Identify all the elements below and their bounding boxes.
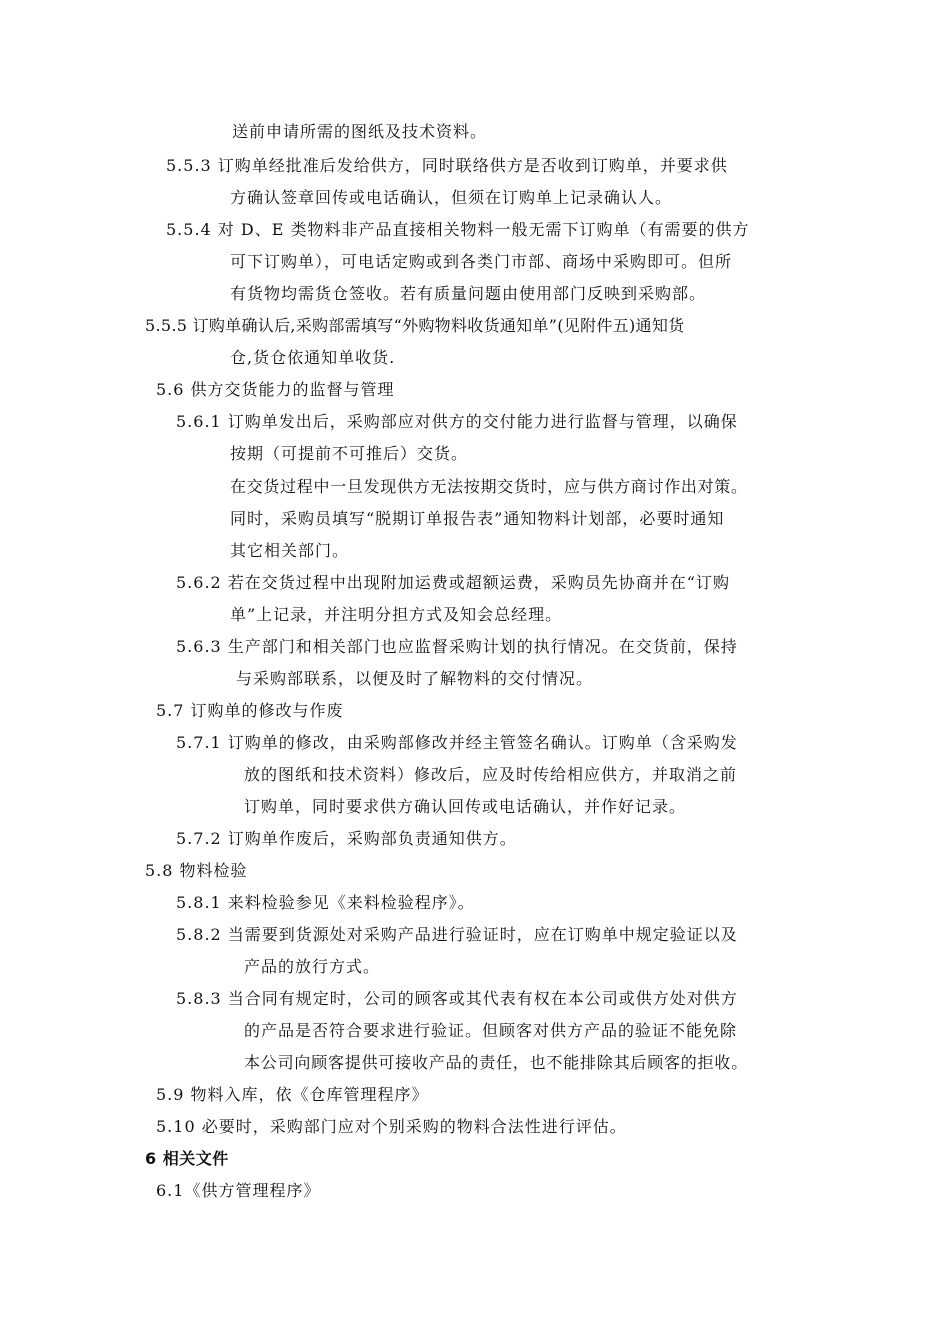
clause-5-8-1: 5.8.1 来料检验参见《来料检验程序》。 bbox=[176, 893, 475, 912]
text-line: 可下订购单），可电话定购或到各类门市部、商场中采购即可。但所 bbox=[230, 252, 733, 271]
text-line: 按期（可提前不可推后）交货。 bbox=[230, 444, 469, 463]
clause-5-9: 5.9 物料入库，依《仓库管理程序》 bbox=[156, 1085, 429, 1104]
clause-5-5-5: 5.5.5 订购单确认后,采购部需填写“外购物料收货通知单”(见附件五)通知货 bbox=[145, 316, 685, 335]
clause-5-6-3: 5.6.3 生产部门和相关部门也应监督采购计划的执行情况。在交货前，保持 bbox=[176, 637, 738, 656]
section-5-6-heading: 5.6 供方交货能力的监督与管理 bbox=[156, 380, 395, 399]
clause-5-5-4: 5.5.4 对 D、E 类物料非产品直接相关物料一般无需下订购单（有需要的供方 bbox=[166, 220, 750, 239]
text-line: 订购单，同时要求供方确认回传或电话确认，并作好记录。 bbox=[244, 797, 687, 816]
text-line: 与采购部联系，以便及时了解物料的交付情况。 bbox=[236, 669, 594, 688]
text-line: 的产品是否符合要求进行验证。但顾客对供方产品的验证不能免除 bbox=[244, 1021, 738, 1040]
section-6-heading: 6 相关文件 bbox=[145, 1149, 229, 1168]
clause-5-8-2: 5.8.2 当需要到货源处对采购产品进行验证时，应在订购单中规定验证以及 bbox=[176, 925, 738, 944]
clause-6-1: 6.1《供方管理程序》 bbox=[156, 1181, 321, 1200]
clause-5-7-2: 5.7.2 订购单作废后，采购部负责通知供方。 bbox=[176, 829, 517, 848]
clause-5-5-3: 5.5.3 订购单经批准后发给供方，同时联络供方是否收到订购单，并要求供 bbox=[166, 156, 728, 175]
clause-5-8-3: 5.8.3 当合同有规定时，公司的顾客或其代表有权在本公司或供方处对供方 bbox=[176, 989, 738, 1008]
text-line: 在交货过程中一旦发现供方无法按期交货时，应与供方商讨作出对策。 bbox=[230, 477, 748, 496]
clause-5-6-1: 5.6.1 订购单发出后，采购部应对供方的交付能力进行监督与管理，以确保 bbox=[176, 412, 738, 431]
text-line: 单”上记录，并注明分担方式及知会总经理。 bbox=[230, 605, 563, 624]
text-line: 仓,货仓依通知单收货. bbox=[230, 348, 396, 367]
section-5-8-heading: 5.8 物料检验 bbox=[145, 861, 248, 880]
section-5-7-heading: 5.7 订购单的修改与作废 bbox=[156, 701, 344, 720]
text-line: 本公司向顾客提供可接收产品的责任，也不能排除其后顾客的拒收。 bbox=[244, 1053, 749, 1072]
text-line: 有货物均需货仓签收。若有质量问题由使用部门反映到采购部。 bbox=[230, 284, 707, 303]
text-line: 送前申请所需的图纸及技术资料。 bbox=[232, 122, 488, 141]
clause-5-10: 5.10 必要时，采购部门应对个别采购的物料合法性进行评估。 bbox=[156, 1117, 627, 1136]
clause-5-6-2: 5.6.2 若在交货过程中出现附加运费或超额运费，采购员先协商并在“订购 bbox=[176, 573, 730, 592]
text-line: 产品的放行方式。 bbox=[244, 957, 381, 976]
text-line: 同时，采购员填写“脱期订单报告表”通知物料计划部，必要时通知 bbox=[230, 509, 725, 528]
clause-5-7-1: 5.7.1 订购单的修改，由采购部修改并经主管签名确认。订购单（含采购发 bbox=[176, 733, 738, 752]
text-line: 方确认签章回传或电话确认，但须在订购单上记录确认人。 bbox=[230, 188, 673, 207]
text-line: 其它相关部门。 bbox=[230, 541, 350, 560]
text-line: 放的图纸和技术资料）修改后，应及时传给相应供方，并取消之前 bbox=[244, 765, 738, 784]
